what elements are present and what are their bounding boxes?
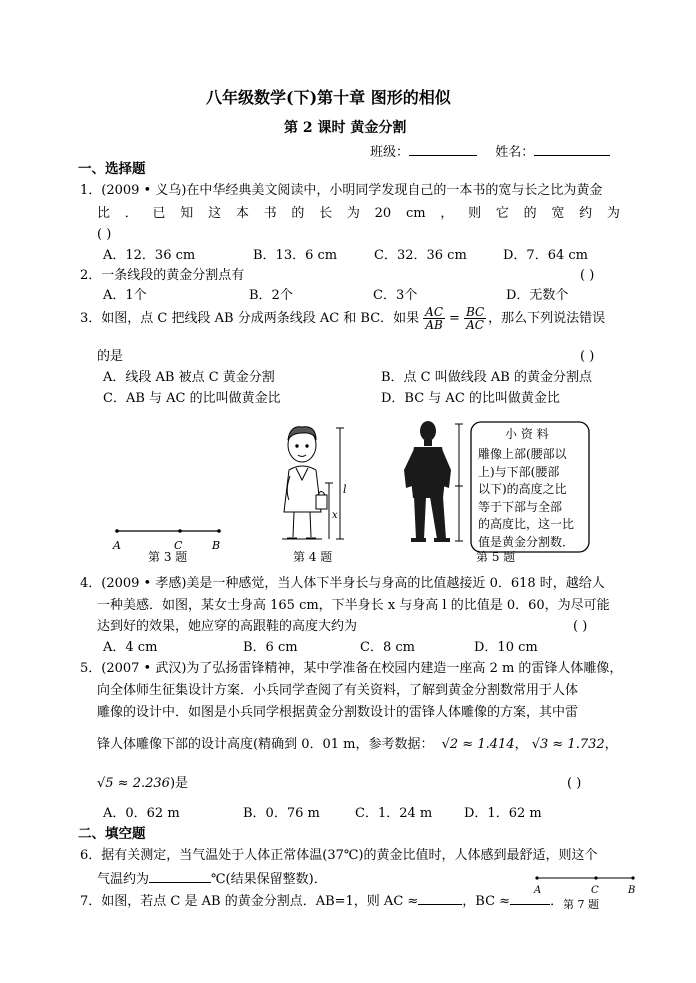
- fig3-caption: 第 3 题: [148, 550, 188, 564]
- q5-line5: [97, 777, 188, 790]
- fig3-label-b: B: [212, 539, 221, 552]
- q7-ac-blank[interactable]: [418, 892, 462, 905]
- q3-frac1-num: AC: [425, 305, 444, 319]
- info-line-1: 雕像上部(腰部以: [478, 447, 567, 461]
- info-text: [478, 446, 586, 551]
- q3-option-c[interactable]: C．AB 与 AC 的比叫做黄金比: [103, 391, 281, 406]
- q5-option-d[interactable]: D．1．62 m: [464, 806, 542, 821]
- class-label: 班级：: [370, 145, 410, 160]
- q5-end: ，: [604, 737, 618, 752]
- fig4-label-x: x: [332, 510, 338, 521]
- page-title: 八年级数学(下)第十章 图形的相似: [206, 88, 451, 107]
- info-line-2: 上)与下部(腰部: [478, 464, 560, 479]
- q1-line2-token: 约: [579, 206, 593, 221]
- fig7-label-c: C: [591, 885, 599, 896]
- q2-paren: ( ): [580, 268, 595, 283]
- q1-line2-token: 20: [374, 206, 392, 221]
- q6-line2: [97, 870, 327, 886]
- q4-line3: 达到好的效果，她应穿的高跟鞋的高度大约为: [97, 619, 358, 634]
- q1-line2-token: 长: [319, 206, 333, 221]
- q6-answer-blank[interactable]: [149, 870, 211, 883]
- q5-line1: 5．(2007 • 武汉)为了弘扬雷锋精神，某中学准备在校园内建造一座高 2 m 的雷锋人体雕像，: [80, 661, 623, 676]
- q6-line1: 6．据有关测定，当气温处于人体正常体温(37℃)的黄金比值时，人体感到最舒适，则这个: [80, 848, 598, 863]
- q3-frac2-num: BC: [465, 305, 485, 319]
- q3-option-d[interactable]: D．BC 与 AC 的比叫做黄金比: [381, 391, 560, 406]
- fig5-statue: [404, 421, 451, 542]
- q1-line2-token: 已: [152, 206, 166, 221]
- q2-option-d[interactable]: D．无数个: [506, 288, 569, 303]
- fig3-label-a: A: [113, 539, 121, 552]
- q5-line5-post: )是: [169, 776, 189, 791]
- q1-line2-token: ，: [440, 206, 454, 221]
- q3-equals: =: [449, 311, 460, 326]
- q3-frac2-den: AC: [466, 318, 484, 332]
- q7-bc-blank[interactable]: [510, 892, 550, 905]
- q4-line2: 一种美感．如图，某女士身高 165 cm，下半身长 x 与身高 l 的比值是 0．60，为尽可能: [97, 598, 610, 613]
- q3-line1-pre: 3．如图，点 C 把线段 AB 分成两条线段 AC 和 BC．如果: [80, 311, 420, 326]
- q6-line2-post: ℃(结果保留整数)．: [211, 872, 327, 887]
- q3-option-a[interactable]: A．线段 AB 被点 C 黄金分割: [103, 370, 275, 385]
- q1-line2-token: 的: [523, 206, 537, 221]
- q5-paren: ( ): [567, 776, 582, 791]
- fig4-caption: 第 4 题: [293, 550, 333, 564]
- q6-line2-pre: 气温约为: [97, 872, 150, 887]
- q7-line: [80, 892, 563, 908]
- q4-option-c[interactable]: C．8 cm: [360, 640, 415, 655]
- q1-option-a[interactable]: A．12．36 cm: [103, 248, 196, 263]
- q1-option-b[interactable]: B．13．6 cm: [253, 248, 338, 263]
- q5-line2: 向全体师生征集设计方案．小兵同学查阅了有关资料，了解到黄金分割数常用于人体: [97, 683, 579, 698]
- name-label: 姓名：: [495, 145, 535, 160]
- q1-paren: ( ): [97, 227, 112, 242]
- q4-option-d[interactable]: D．10 cm: [474, 640, 538, 655]
- q5-line4: [97, 738, 618, 751]
- q5-sqrt2: √2 ≈ 1.414: [441, 737, 515, 752]
- q7-end: ．: [550, 894, 564, 909]
- q1-line2-token: 它: [495, 206, 509, 221]
- q1-line2-token: 这: [208, 206, 222, 221]
- section-choice: 一、选择题: [78, 161, 146, 177]
- q1-line2-token: 宽: [551, 206, 565, 221]
- q2-option-a[interactable]: A．1个: [103, 288, 147, 303]
- q5-sqrt5: √5 ≈ 2.236: [97, 776, 170, 791]
- q2-option-c[interactable]: C．3个: [373, 288, 418, 303]
- q1-line2-token: ．: [124, 206, 138, 221]
- q4-option-a[interactable]: A．4 cm: [103, 640, 158, 655]
- info-line-5: 的高度比，这一比: [478, 517, 575, 531]
- q1-line2-token: 则: [468, 206, 482, 221]
- fig7-label-a: A: [534, 885, 542, 896]
- q1-line2-token: 比: [97, 206, 111, 221]
- q5-option-c[interactable]: C．1．24 m: [355, 806, 433, 821]
- q4-option-b[interactable]: B．6 cm: [243, 640, 298, 655]
- fig3-segment: [112, 529, 221, 552]
- q5-line4-text: 锋人体雕像下部的设计高度(精确到 0．01 m，参考数据：: [97, 737, 434, 752]
- q7-pre: 7．如图，若点 C 是 AB 的黄金分割点．AB=1，则 AC ≈: [80, 894, 419, 909]
- q5-sqrt3: √3 ≈ 1.732: [531, 737, 605, 752]
- fig5-measure: [455, 424, 463, 541]
- q1-line2-token: cm: [405, 206, 426, 221]
- info-title: 小 资 料: [505, 427, 549, 441]
- q1-line2-token: 的: [291, 206, 305, 221]
- lesson-subtitle: 第 2 课时 黄金分割: [284, 120, 407, 136]
- q7-mid: ，BC ≈: [462, 894, 511, 909]
- info-line-3: 以下)的高度之比: [478, 482, 567, 496]
- q2-option-b[interactable]: B．2个: [249, 288, 293, 303]
- q1-line2-token: 知: [180, 206, 194, 221]
- fig7-label-b: B: [628, 885, 636, 896]
- fig7-caption: 第 7 题: [563, 898, 599, 911]
- q2-text: 2．一条线段的黄金分割点有: [80, 268, 245, 283]
- q1-option-c[interactable]: C．32．36 cm: [374, 248, 467, 263]
- q1-line2-token: 为: [606, 206, 620, 221]
- q5-option-a[interactable]: A．0．62 m: [103, 806, 180, 821]
- q1-line1: 1．(2009 • 义乌)在中华经典美文阅读中，小明同学发现自己的一本书的宽与长之比为黄金: [80, 183, 603, 198]
- q4-paren: ( ): [573, 619, 588, 634]
- q3-line1-post: ，那么下列说法错误: [488, 311, 606, 326]
- fig4-woman-figure: [282, 427, 344, 539]
- q3-paren: ( ): [580, 349, 595, 364]
- q3-line2: 的是: [97, 349, 124, 364]
- q1-line2-token: 本: [235, 206, 249, 221]
- q1-line2-token: 书: [263, 206, 277, 221]
- info-line-6: 值是黄金分割数．: [478, 534, 575, 549]
- q3-frac1-den: AB: [425, 318, 443, 332]
- q1-line2-token: 为: [346, 206, 360, 221]
- q3-option-b[interactable]: B．点 C 叫做线段 AB 的黄金分割点: [381, 370, 592, 385]
- fig5-caption: 第 5 题: [476, 550, 516, 564]
- section-fill: 二、填空题: [78, 826, 146, 842]
- info-line-4: 等于下部与全部: [478, 499, 563, 514]
- q1-option-d[interactable]: D．7．64 cm: [503, 248, 588, 263]
- q5-option-b[interactable]: B．0．76 m: [243, 806, 320, 821]
- fig4-label-l: l: [343, 483, 347, 496]
- fig3-label-c: C: [174, 539, 183, 552]
- q5-sep: ，: [514, 737, 528, 752]
- q5-line3: 雕像的设计中．如图是小兵同学根据黄金分割数设计的雷锋人体雕像的方案，其中雷: [97, 705, 579, 720]
- q4-line1: 4．(2009 • 孝感)美是一种感觉，当人体下半身长与身高的比值越接近 0．618 时，越给人: [80, 576, 605, 591]
